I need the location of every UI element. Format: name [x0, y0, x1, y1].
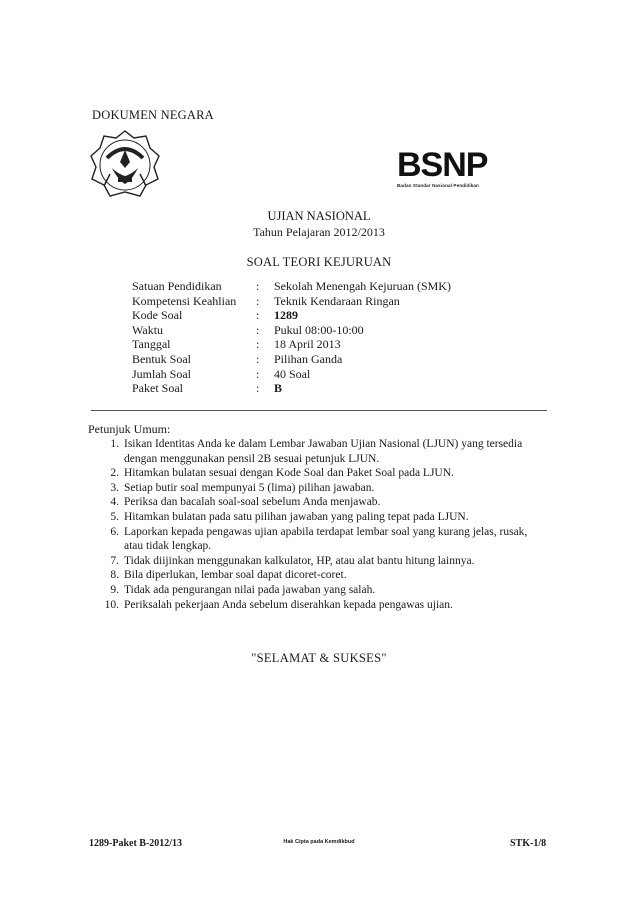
instruction-text: Periksa dan bacalah soal-soal sebelum Anda menjawab.	[124, 496, 381, 509]
exam-info-table	[132, 279, 451, 396]
instruction-item	[103, 525, 543, 554]
info-value: Teknik Kendaraan Ringan	[274, 293, 400, 308]
instructions-heading: Petunjuk Umum:	[88, 422, 171, 436]
info-row	[132, 337, 451, 352]
closing-message: "SELAMAT & SUKSES"	[251, 651, 387, 665]
info-separator: :	[256, 308, 260, 323]
info-value: Pilihan Ganda	[274, 351, 343, 366]
info-label: Kompetensi Keahlian	[132, 293, 237, 308]
instruction-text: Hitamkan bulatan sesuai dengan Kode Soal dan Paket Soal pada LJUN.	[124, 467, 454, 480]
exam-title: UJIAN NASIONAL	[267, 209, 371, 223]
bsnp-logo-text: BSNP	[397, 146, 488, 184]
instruction-number: 3.	[110, 481, 119, 494]
bsnp-logo	[397, 148, 551, 192]
instruction-text: Isikan Identitas Anda ke dalam Lembar Jawaban Ujian Nasional (LJUN) yang tersedia dengan menggunakan pensil 2B sesuai petunjuk LJUN.	[124, 438, 523, 465]
info-value: B	[274, 381, 283, 396]
instruction-number: 4.	[110, 496, 119, 509]
instruction-number: 10.	[104, 598, 119, 611]
instruction-item	[103, 568, 543, 583]
instruction-item	[103, 437, 543, 466]
info-row	[132, 279, 451, 294]
instruction-number: 6.	[110, 525, 119, 538]
instruction-number: 8.	[110, 569, 119, 582]
info-row	[132, 294, 451, 309]
instruction-item	[103, 481, 543, 496]
footer-copyright: Hak Cipta pada Kemdikbud	[283, 839, 355, 845]
instruction-item	[103, 510, 543, 525]
info-separator: :	[256, 293, 260, 308]
instruction-text: Tidak ada pengurangan nilai pada jawaban yang salah.	[124, 583, 376, 596]
info-separator: :	[256, 381, 260, 396]
info-label: Tanggal	[132, 337, 171, 352]
academic-year: Tahun Pelajaran 2012/2013	[253, 225, 385, 239]
tut-wuri-handayani-emblem	[88, 128, 162, 202]
section-title: SOAL TEORI KEJURUAN	[246, 255, 392, 269]
info-row	[132, 381, 451, 396]
bsnp-subtitle: Badan Standar Nasional Pendidikan	[397, 183, 479, 188]
title-block	[0, 208, 638, 240]
info-row	[132, 323, 451, 338]
instruction-number: 7.	[110, 554, 119, 567]
instruction-number: 9.	[110, 583, 119, 596]
instruction-text: Tidak diijinkan menggunakan kalkulator, HP, atau alat bantu hitung lainnya.	[124, 554, 475, 567]
info-value: 1289	[274, 308, 298, 323]
instruction-text: Periksalah pekerjaan Anda sebelum diserahkan kepada pengawas ujian.	[124, 598, 453, 611]
instruction-item	[103, 598, 543, 613]
info-separator: :	[256, 366, 260, 381]
instructions-list	[103, 437, 543, 612]
info-separator: :	[256, 322, 260, 337]
info-row	[132, 367, 451, 382]
info-label: Waktu	[132, 322, 164, 337]
info-label: Satuan Pendidikan	[132, 279, 222, 293]
info-value: Pukul 08:00-10:00	[274, 322, 364, 337]
footer-page: STK-1/8	[510, 838, 547, 849]
info-separator: :	[256, 337, 260, 352]
info-row	[132, 352, 451, 367]
info-value: Sekolah Menengah Kejuruan (SMK)	[274, 279, 451, 293]
info-value: 18 April 2013	[274, 337, 341, 352]
instruction-text: Hitamkan bulatan pada satu pilihan jawaban yang paling tepat pada LJUN.	[124, 510, 469, 523]
footer-code: 1289-Paket B-2012/13	[89, 838, 183, 849]
instruction-item	[103, 583, 543, 598]
instruction-item	[103, 495, 543, 510]
info-label: Jumlah Soal	[132, 366, 191, 381]
divider	[91, 410, 547, 411]
instruction-number: 5.	[110, 510, 119, 523]
info-label: Kode Soal	[132, 308, 183, 323]
info-label: Paket Soal	[132, 381, 183, 396]
info-value: 40 Soal	[274, 366, 311, 381]
document-classification: DOKUMEN NEGARA	[92, 108, 214, 122]
instruction-number: 1.	[110, 438, 119, 450]
info-row	[132, 308, 451, 323]
instruction-text: Bila diperlukan, lembar soal dapat dicoret-coret.	[124, 569, 347, 582]
info-separator: :	[256, 351, 260, 366]
info-separator: :	[256, 279, 260, 293]
instruction-number: 2.	[110, 467, 119, 480]
instruction-item	[103, 466, 543, 481]
instruction-text: Laporkan kepada pengawas ujian apabila terdapat lembar soal yang kurang jelas, rusak, atau tidak lengkap.	[124, 525, 528, 553]
instruction-item	[103, 554, 543, 569]
info-label: Bentuk Soal	[132, 351, 191, 366]
instruction-text: Setiap butir soal mempunyai 5 (lima) pilihan jawaban.	[124, 481, 375, 494]
